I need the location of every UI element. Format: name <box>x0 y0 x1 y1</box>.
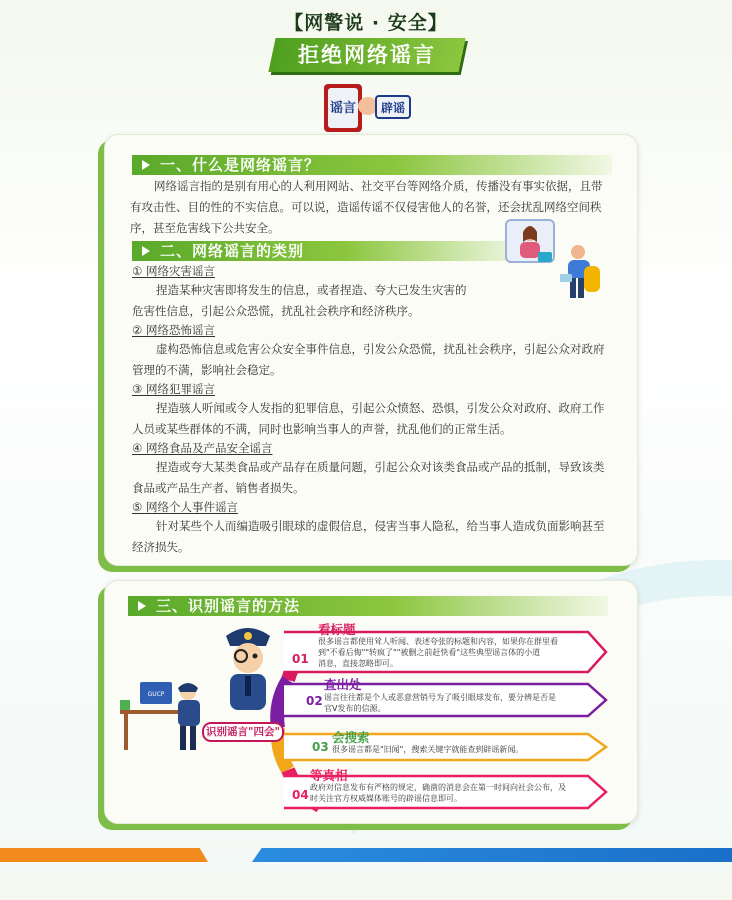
method-description: 很多谣言都是"旧闻"，搜索关键字就能查到辟谣新闻。 <box>332 745 524 754</box>
category-label: ④ 网络食品及产品安全谣言 <box>132 441 273 455</box>
section-heading <box>128 596 608 616</box>
face <box>233 643 263 673</box>
method-title: 等真相 <box>310 768 348 783</box>
leg <box>180 726 186 750</box>
rumor-sign-text: 谣言 <box>329 101 357 116</box>
category-text: 虚构恐怖信息或危害公众安全事件信息，引发公众恐慌，扰乱社会秩序，引起公众对政府 管理的不满，影响社会稳定。 <box>132 342 605 377</box>
method-title: 看标题 <box>318 622 356 637</box>
triangle-icon <box>142 246 150 256</box>
officer-at-desk-illustration <box>118 680 214 754</box>
tie <box>245 676 251 696</box>
police-cap <box>178 683 198 692</box>
badge-icon <box>244 632 252 640</box>
monitor-label: GUCP <box>147 691 165 698</box>
section-heading <box>132 155 612 175</box>
category-text: 捏造或夸大某类食品或产品存在质量问题，引起公众对该类食品或产品的抵制，导致该类 食品或产品生产者、销售者损失。 <box>132 460 605 495</box>
triangle-icon <box>142 160 150 170</box>
method-description: 很多谣言都使用耸人听闻、表述夸张的标题和内容，如果你在群里看 到"不看后悔""转疯了""被删之前赶快看"这些典型谣言体的小道 消息，直接忽略即可。 <box>318 637 558 668</box>
section-title: 二、网络谣言的类别 <box>160 242 305 260</box>
footer-orange-bar <box>0 848 208 862</box>
section-title: 一、什么是网络谣言？ <box>160 156 321 174</box>
chat-bubble-icon <box>538 252 552 262</box>
method-description: 政府对信息发布有严格的规定，确凿的消息会在第一时间向社会公布，及 时关注官方权威媒体账号的辟谣信息即可。 <box>310 783 566 803</box>
chair <box>584 266 600 292</box>
section-heading <box>132 241 522 261</box>
method-title: 会搜索 <box>332 730 370 745</box>
section-paragraph: 网络谣言指的是别有用心的人利用网站、社交平台等网络介质，传播没有事实依据，且带 有攻击性、目的性的不实信息。可以说，造谣传谣不仅侵害他人的名誉，还会扰乱网络空间秩 序，甚至危害线下公共安全。 <box>130 179 603 235</box>
phone-icon <box>560 274 572 282</box>
people-chat-illustration <box>504 216 604 302</box>
triangle-icon <box>138 601 146 611</box>
footer-blue-bar <box>252 848 732 862</box>
category-label: ⑤ 网络个人事件谣言 <box>132 500 238 514</box>
method-title: 查出处 <box>324 677 362 692</box>
category-text: 捏造骇人听闻或令人发指的犯罪信息，引起公众愤怒、恐惧，引发公众对政府、政府工作 人员或某些群体的不满，同时也影响当事人的声誉，扰乱他们的正常生活。 <box>132 401 605 436</box>
section-title: 三、识别谣言的方法 <box>156 597 301 615</box>
refute-sign-text: 辟谣 <box>380 101 406 115</box>
method-number: 02 <box>306 694 323 708</box>
category-text: 捏造某种灾害即将发生的信息，或者捏造、夸大已发生灾害的 危害性信息，引起公众恐慌，扰乱社会秩序和经济秩序。 <box>132 283 467 318</box>
category-label: ① 网络灾害谣言 <box>132 264 215 278</box>
category-label: ③ 网络犯罪谣言 <box>132 382 215 396</box>
method-number: 03 <box>312 740 329 754</box>
police-officer-illustration <box>216 622 280 718</box>
eye <box>253 654 258 659</box>
avatar <box>571 245 585 259</box>
series-title: 【网警说 · 安全】 <box>284 12 448 34</box>
rumor-refute-illustration <box>318 82 414 134</box>
page-title: 拒绝网络谣言 <box>298 43 436 67</box>
category-label: ② 网络恐怖谣言 <box>132 323 215 337</box>
method-description: 谣言往往都是个人或恶意营销号为了吸引眼球发布，要分辨是否是 官V发布的信源。 <box>324 693 556 713</box>
desk-leg <box>124 714 128 750</box>
method-number: 01 <box>292 652 309 666</box>
method-number: 04 <box>292 788 309 802</box>
four-skills-label: 识别谣言"四会" <box>202 722 284 742</box>
uniform <box>178 700 200 726</box>
leg <box>190 726 196 750</box>
torso <box>520 242 540 258</box>
plant-icon <box>120 700 130 710</box>
leg <box>578 278 584 298</box>
category-text: 针对某些个人而编造吸引眼球的虚假信息，侵害当事人隐私，给当事人造成负面影响甚至 经济损失。 <box>132 519 605 554</box>
